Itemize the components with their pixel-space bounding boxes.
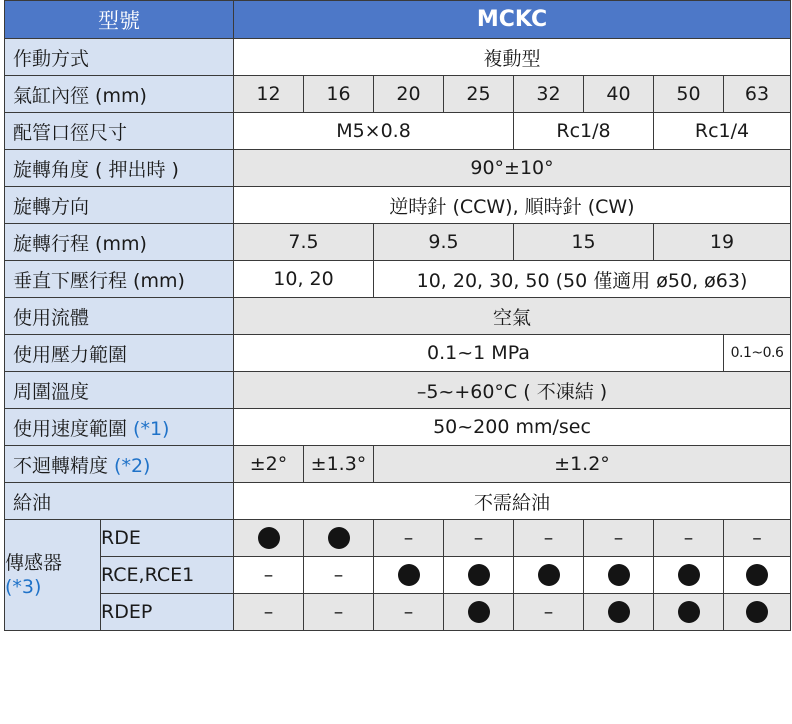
sensor-mark: [514, 520, 584, 557]
sensor-mark: [654, 594, 724, 631]
sensor-mark: [444, 594, 514, 631]
unavailable-dash: –: [543, 527, 554, 549]
sensor-mark: [304, 557, 374, 594]
sensor-row-1: [5, 557, 791, 594]
row-pressure: [5, 335, 791, 372]
available-dot-icon: [678, 564, 700, 586]
sensor-mark: [514, 557, 584, 594]
row-value: 空氣: [234, 298, 791, 335]
sensor-mark: [724, 594, 791, 631]
spec-table: [4, 0, 791, 631]
sensor-mark: [514, 594, 584, 631]
bore-cell: 20: [374, 76, 444, 113]
clamp-stroke-cell: 10, 20, 30, 50 (50 僅適用 ø50, ø63): [374, 261, 791, 298]
header-row: [5, 1, 791, 39]
row-accuracy: [5, 446, 791, 483]
bore-cell: 32: [514, 76, 584, 113]
unavailable-dash: –: [613, 527, 624, 549]
row-clamp-stroke: [5, 261, 791, 298]
sensor-mark: [654, 520, 724, 557]
sensor-mark: [444, 520, 514, 557]
row-bore: [5, 76, 791, 113]
available-dot-icon: [746, 564, 768, 586]
bore-cell: 63: [724, 76, 791, 113]
sensor-type: RCE,RCE1: [101, 557, 234, 594]
available-dot-icon: [328, 527, 350, 549]
sensor-type: RDEP: [101, 594, 234, 631]
sensor-row-2: [5, 594, 791, 631]
sensor-mark: [374, 557, 444, 594]
sensor-mark: [724, 557, 791, 594]
pressure-cell: 0.1~0.6: [724, 335, 791, 372]
sensor-mark: [234, 594, 304, 631]
bore-cell: 16: [304, 76, 374, 113]
row-lube: [5, 483, 791, 520]
bore-cell: 40: [584, 76, 654, 113]
sensor-mark: [584, 520, 654, 557]
unavailable-dash: –: [333, 564, 344, 586]
row-value: 複動型: [234, 39, 791, 76]
row-label: 給油: [5, 483, 234, 520]
row-port: [5, 113, 791, 150]
sensor-mark: [374, 594, 444, 631]
unavailable-dash: –: [473, 527, 484, 549]
bore-cell: 25: [444, 76, 514, 113]
available-dot-icon: [468, 601, 490, 623]
row-rot-stroke: [5, 224, 791, 261]
available-dot-icon: [678, 601, 700, 623]
model-label: 型號: [5, 1, 234, 39]
available-dot-icon: [608, 601, 630, 623]
sensor-mark: [234, 520, 304, 557]
sensor-mark: [304, 520, 374, 557]
unavailable-dash: –: [683, 527, 694, 549]
sensor-row-0: [5, 520, 791, 557]
sensor-mark: [584, 557, 654, 594]
row-label: [5, 446, 234, 483]
bore-cell: 50: [654, 76, 724, 113]
available-dot-icon: [746, 601, 768, 623]
row-label: 作動方式: [5, 39, 234, 76]
label-text: 不迴轉精度: [13, 454, 115, 477]
stroke-cell: 7.5: [234, 224, 374, 261]
port-cell: M5×0.8: [234, 113, 514, 150]
bore-cell: 12: [234, 76, 304, 113]
row-speed: [5, 409, 791, 446]
model-name: MCKC: [234, 1, 791, 39]
sensor-mark: [724, 520, 791, 557]
row-label: 使用流體: [5, 298, 234, 335]
unavailable-dash: –: [263, 564, 274, 586]
unavailable-dash: –: [752, 527, 762, 549]
sensor-mark: [374, 520, 444, 557]
row-fluid: [5, 298, 791, 335]
sensor-group-label: [5, 520, 101, 631]
available-dot-icon: [468, 564, 490, 586]
row-label: 旋轉方向: [5, 187, 234, 224]
row-angle: [5, 150, 791, 187]
row-value: 逆時針 (CCW), 順時針 (CW): [234, 187, 791, 224]
available-dot-icon: [538, 564, 560, 586]
port-cell: Rc1/4: [654, 113, 791, 150]
row-label: 氣缸內徑 (mm): [5, 76, 234, 113]
row-label: 使用壓力範圍: [5, 335, 234, 372]
row-label: [5, 409, 234, 446]
row-label: 旋轉行程 (mm): [5, 224, 234, 261]
unavailable-dash: –: [403, 601, 414, 623]
row-value: 不需給油: [234, 483, 791, 520]
row-direction: [5, 187, 791, 224]
accuracy-cell: ±1.2°: [374, 446, 791, 483]
stroke-cell: 9.5: [374, 224, 514, 261]
row-value: 90°±10°: [234, 150, 791, 187]
unavailable-dash: –: [263, 601, 274, 623]
sensor-mark: [304, 594, 374, 631]
row-value: –5~+60°C ( 不凍結 ): [234, 372, 791, 409]
sensor-mark: [444, 557, 514, 594]
row-label: 旋轉角度 ( 押出時 ): [5, 150, 234, 187]
available-dot-icon: [258, 527, 280, 549]
row-temp: [5, 372, 791, 409]
available-dot-icon: [608, 564, 630, 586]
stroke-cell: 15: [514, 224, 654, 261]
sensor-mark: [584, 594, 654, 631]
row-label: 周圍溫度: [5, 372, 234, 409]
row-label: 垂直下壓行程 (mm): [5, 261, 234, 298]
sensor-mark: [234, 557, 304, 594]
unavailable-dash: –: [543, 601, 554, 623]
footnote-ref: (*1): [133, 417, 170, 440]
accuracy-cell: ±2°: [234, 446, 304, 483]
footnote-ref: (*2): [114, 454, 151, 477]
clamp-stroke-cell: 10, 20: [234, 261, 374, 298]
available-dot-icon: [398, 564, 420, 586]
port-cell: Rc1/8: [514, 113, 654, 150]
sensor-label: 傳感器: [5, 552, 63, 574]
accuracy-cell: ±1.3°: [304, 446, 374, 483]
row-action: [5, 39, 791, 76]
unavailable-dash: –: [403, 527, 414, 549]
pressure-cell: 0.1~1 MPa: [234, 335, 724, 372]
footnote-ref: (*3): [5, 576, 42, 598]
row-value: 50~200 mm/sec: [234, 409, 791, 446]
stroke-cell: 19: [654, 224, 791, 261]
label-text: 使用速度範圍: [13, 417, 134, 440]
row-label: 配管口徑尺寸: [5, 113, 234, 150]
unavailable-dash: –: [333, 601, 344, 623]
sensor-mark: [654, 557, 724, 594]
sensor-type: RDE: [101, 520, 234, 557]
